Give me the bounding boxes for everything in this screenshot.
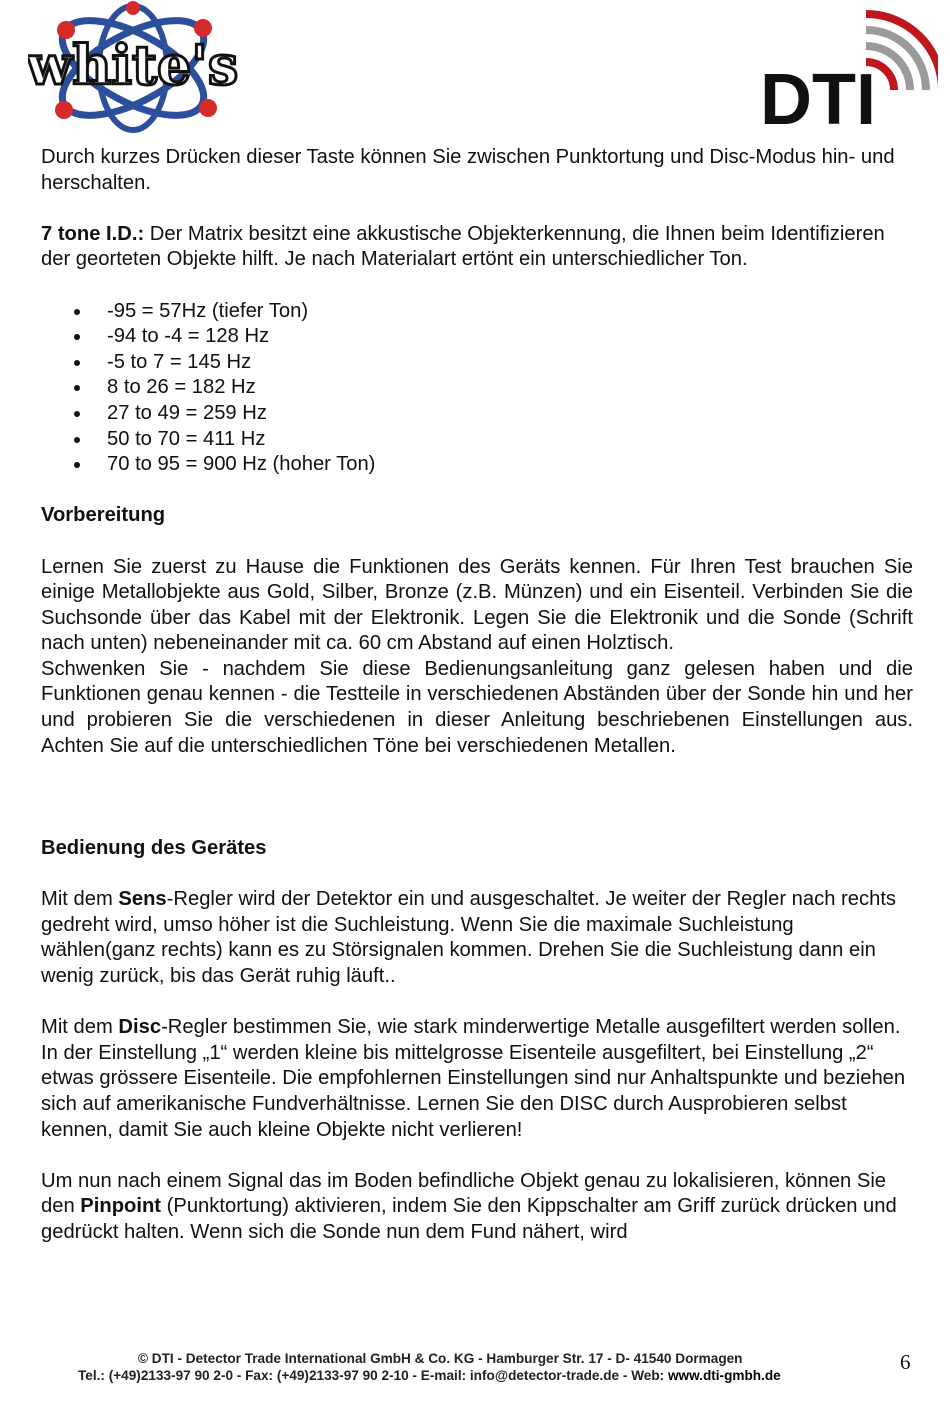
whites-logo [28, 0, 238, 135]
svg-text:DTI: DTI [760, 60, 876, 128]
paragraph-tone-id [41, 222, 913, 273]
list-item: -95 = 57Hz (tiefer Ton) [41, 299, 913, 325]
tone-id-text: Der Matrix besitzt eine akkustische Objekterkennung, die Ihnen beim Identifizieren der georteten Objekte hilft. Je nach Materialart ertönt ein unterschiedlicher Ton. [41, 222, 885, 271]
document-body [41, 145, 913, 1246]
paragraph-mode-switch: Durch kurzes Drücken dieser Taste können Sie zwischen Punktortung und Disc-Modus hin- und herschalten. [41, 146, 895, 194]
sens-label: Sens [118, 888, 167, 911]
bullet-icon [74, 334, 80, 340]
bullet-icon [74, 360, 80, 366]
bullet-icon [74, 411, 80, 417]
list-item: 27 to 49 = 259 Hz [41, 401, 913, 427]
bullet-icon [74, 385, 80, 391]
footer-company-line: © DTI - Detector Trade International GmbH & Co. KG - Hamburger Str. 17 - D- 41540 Dormagen [138, 1351, 743, 1366]
disc-label: Disc [118, 1016, 162, 1039]
list-item: -5 to 7 = 145 Hz [41, 350, 913, 376]
bullet-icon [74, 309, 80, 315]
paragraph-sens: Mit dem Sens-Regler wird der Detektor ein und ausgeschaltet. Je weiter der Regler nach rechts gedreht wird, umso höher ist die Suchleistung. Wenn Sie die maximale Suchleistung wählen(ganz rechts) kann es zu Störsignalen kommen. Drehen Sie die Suchleistung dann ein wenig zurück, bis das Gerät ruhig läuft.. [41, 888, 897, 988]
heading-preparation: Vorbereitung [41, 504, 166, 527]
page-number: 6 [900, 1350, 911, 1374]
bullet-icon [74, 437, 80, 443]
paragraph-testing: Schwenken Sie - nachdem Sie diese Bedienungsanleitung ganz gelesen haben und die Funktionen genau kennen - die Testteile in verschiedenen Abständen über der Sonde hin und her und probieren Sie die verschiedenen in dieser Anleitung beschriebenen Einstellungen aus. Achten Sie auf die unterschiedlichen Töne bei verschiedenen Metallen. [41, 657, 913, 757]
list-item: -94 to -4 = 128 Hz [41, 324, 913, 350]
paragraph-preparation: Lernen Sie zuerst zu Hause die Funktionen des Geräts kennen. Für Ihren Test brauchen Sie einige Metallobjekte aus Gold, Silber, Bronze (z.B. Münzen) und ein Eisenteil. Verbinden Sie die Suchsonde über das Kabel mit der Elektronik. Legen Sie die Elektronik und die Sonde (Schrift nach unten) nebeneinander mit ca. 60 cm Abstand auf einen Holztisch. [41, 555, 913, 655]
pinpoint-label: Pinpoint [80, 1195, 162, 1218]
dti-logo [758, 2, 938, 128]
bullet-icon [74, 462, 80, 468]
tone-id-label: 7 tone I.D.: [41, 222, 145, 245]
list-item: 50 to 70 = 411 Hz [41, 427, 913, 453]
tone-list [41, 299, 913, 478]
paragraph-disc: Mit dem Disc-Regler bestimmen Sie, wie stark minderwertige Metalle ausgefiltert werden sollen. In der Einstellung „1“ werden kleine bis mittelgrosse Eisenteile ausgefiltert, bei Einstellung „2“ etwas grössere Eisenteile. Die empfohlernen Einstellungen sind nur Anhaltspunkte und beziehen sich auf amerikanische Fundverhältnisse. Lernen Sie den DISC durch Ausprobieren selbst kennen, damit Sie auch kleine Objekte nicht verlieren! [41, 1016, 906, 1141]
svg-text:white's: white's [28, 33, 238, 97]
list-item: 70 to 95 = 900 Hz (hoher Ton) [41, 452, 913, 478]
footer-contact-line: Tel.: (+49)2133-97 90 2-0 - Fax: (+49)2133-97 90 2-10 - E-mail: info@detector-trade.de - Web: www.dti-gmbh.de [78, 1368, 781, 1383]
footer-web-link[interactable]: www.dti-gmbh.de [667, 1368, 781, 1383]
list-item: 8 to 26 = 182 Hz [41, 375, 913, 401]
heading-operation: Bedienung des Gerätes [41, 837, 267, 860]
paragraph-pinpoint: Um nun nach einem Signal das im Boden befindliche Objekt genau zu lokalisieren, können Sie den Pinpoint (Punktortung) aktivieren, indem Sie den Kippschalter am Griff zurück drücken und gedrückt halten. Wenn sich die Sonde nun dem Fund nähert, wird [41, 1169, 897, 1243]
